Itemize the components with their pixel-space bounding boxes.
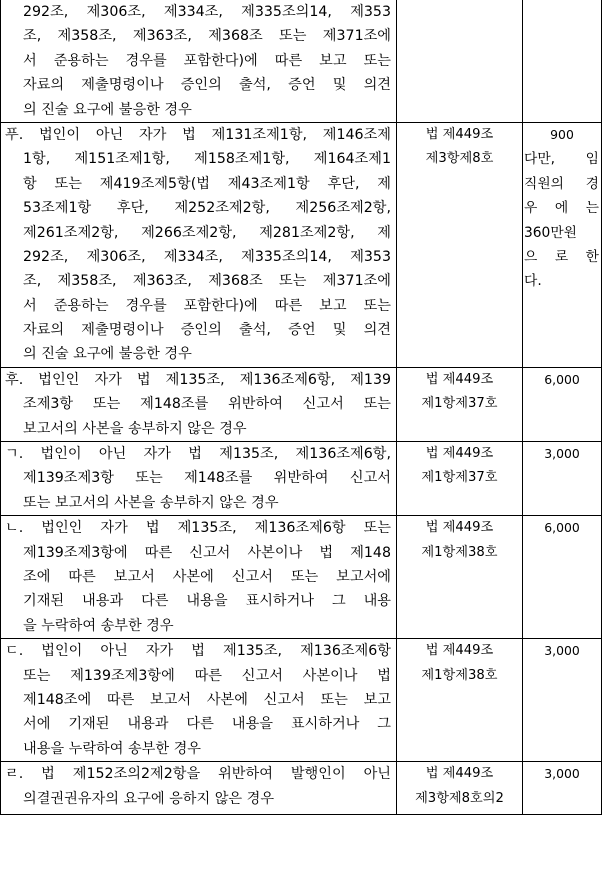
description-line: 을 누락하여 송부한 경우 xyxy=(23,617,174,634)
fine-amount: 900 xyxy=(550,126,574,142)
table-row xyxy=(1,367,602,441)
legal-basis-cell xyxy=(397,516,523,639)
fine-amount-note-line: 우 에 는 xyxy=(524,200,599,217)
description-line: 제261조제2항, 제266조제2항, 제281조제2항, 제 xyxy=(23,224,391,241)
description-line: 제139조제3항 또는 제148조를 위반하여 신고서 xyxy=(23,470,391,487)
description-line: 의 진술 요구에 불응한 경우 xyxy=(23,101,192,118)
violation-description-cell xyxy=(1,762,397,815)
legal-basis-line: 법 제449조 xyxy=(425,371,494,387)
legal-basis-line: 법 제449조 xyxy=(425,126,494,142)
fine-amount-note-line: 으 로 한 xyxy=(524,248,599,265)
description-line: 53조제1항 후단, 제252조제2항, 제256조제2항, xyxy=(23,200,391,217)
description-line: 1항, 제151조제1항, 제158조제1항, 제164조제1 xyxy=(23,151,391,168)
legal-basis-line: 법 제449조 xyxy=(425,520,494,536)
legal-basis-line: 제1항제37호 xyxy=(421,470,498,486)
legal-basis-line: 법 제449조 xyxy=(425,766,494,782)
description-line: 항 또는 제419조제5항(법 제43조제1항 후단, 제 xyxy=(23,175,391,192)
description-line: 제148조에 따른 보고서 사본에 신고서 또는 보고 xyxy=(23,691,391,708)
description-line: 서 준용하는 경우를 포함한다)에 따른 보고 또는 xyxy=(23,297,391,314)
description-line: 후. 법인인 자가 법 제135조, 제136조제6항, 제139 xyxy=(5,371,391,388)
legal-basis-cell xyxy=(397,367,523,441)
legal-basis-line: 제3항제8호 xyxy=(425,151,494,167)
description-line: 조제3항 또는 제148조를 위반하여 신고서 또는 xyxy=(23,396,391,413)
table-row xyxy=(1,0,602,122)
table-row xyxy=(1,639,602,762)
legal-basis-line: 제1항제38호 xyxy=(421,667,498,683)
description-line: 자료의 제출명령이나 증인의 출석, 증언 및 의견 xyxy=(23,77,391,94)
description-line: ㄱ. 법인이 아닌 자가 법 제135조, 제136조제6항, xyxy=(5,446,391,463)
description-line: ㄹ. 법 제152조의2제2항을 위반하여 발행인이 아닌 xyxy=(5,766,391,783)
description-line: 서 준용하는 경우를 포함한다)에 따른 보고 또는 xyxy=(23,52,391,69)
fine-amount-note-line: 360만원 xyxy=(524,224,577,241)
description-line: 자료의 제출명령이나 증인의 출석, 증언 및 의견 xyxy=(23,322,391,339)
description-line: 292조, 제306조, 제334조, 제335조의14, 제353 xyxy=(23,4,391,20)
table-row xyxy=(1,122,602,367)
fine-amount-cell xyxy=(523,122,602,367)
fine-amount-cell xyxy=(523,639,602,762)
table-row xyxy=(1,762,602,815)
fine-amount-cell xyxy=(523,0,602,122)
description-line: 의결권권유자의 요구에 응하지 않은 경우 xyxy=(23,790,275,807)
description-line: 또는 제139조제3항에 따른 신고서 사본이나 법 xyxy=(23,667,391,684)
description-line: 조, 제358조, 제363조, 제368조 또는 제371조에 xyxy=(23,273,391,290)
fine-amount: 3,000 xyxy=(544,766,580,782)
violation-description-cell xyxy=(1,122,397,367)
fine-amount-cell xyxy=(523,367,602,441)
fine-amount-cell xyxy=(523,762,602,815)
violation-description-cell xyxy=(1,0,397,122)
description-line: 푸. 법인이 아닌 자가 법 제131조제1항, 제146조제 xyxy=(5,126,391,143)
legal-basis-cell xyxy=(397,442,523,516)
description-line: 292조, 제306조, 제334조, 제335조의14, 제353 xyxy=(23,248,391,265)
description-line: 서에 기재된 내용과 다른 내용을 표시하거나 그 xyxy=(23,716,391,733)
description-line: 기재된 내용과 다른 내용을 표시하거나 그 내용 xyxy=(23,593,391,610)
description-line: ㄷ. 법인이 아닌 자가 법 제135조, 제136조제6항 xyxy=(5,643,391,660)
violation-description-cell xyxy=(1,367,397,441)
fine-amount-cell xyxy=(523,516,602,639)
description-line: 조에 따른 보고서 사본에 신고서 또는 보고서에 xyxy=(23,568,391,585)
legal-basis-cell xyxy=(397,639,523,762)
penalty-table-body xyxy=(1,0,602,814)
legal-basis-line: 제1항제38호 xyxy=(421,544,498,560)
fine-amount-note-line: 직원의 경 xyxy=(524,175,599,192)
legal-basis-line: 법 제449조 xyxy=(425,446,494,462)
legal-basis-line: 제1항제37호 xyxy=(421,396,498,412)
legal-basis-line: 제3항제8호의2 xyxy=(415,790,504,806)
fine-amount: 6,000 xyxy=(544,371,580,387)
fine-amount: 3,000 xyxy=(544,643,580,659)
legal-basis-cell xyxy=(397,0,523,122)
legal-basis-cell xyxy=(397,122,523,367)
description-line: 제139조제3항에 따른 신고서 사본이나 법 제148 xyxy=(23,544,391,561)
description-line: 조, 제358조, 제363조, 제368조 또는 제371조에 xyxy=(23,28,391,45)
description-line: ㄴ. 법인인 자가 법 제135조, 제136조제6항 또는 xyxy=(5,520,391,537)
table-row xyxy=(1,516,602,639)
legal-basis-cell xyxy=(397,762,523,815)
violation-description-cell xyxy=(1,516,397,639)
legal-basis-line: 법 제449조 xyxy=(425,643,494,659)
fine-amount-cell xyxy=(523,442,602,516)
fine-amount: 3,000 xyxy=(544,446,580,462)
table-row xyxy=(1,442,602,516)
fine-amount: 6,000 xyxy=(544,520,580,536)
description-line: 의 진술 요구에 불응한 경우 xyxy=(23,346,192,363)
fine-amount-note-line: 다. xyxy=(524,273,542,290)
violation-description-cell xyxy=(1,442,397,516)
description-line: 또는 보고서의 사본을 송부하지 않은 경우 xyxy=(23,494,279,511)
violation-description-cell xyxy=(1,639,397,762)
fine-amount-note-line: 다만, 임 xyxy=(524,151,599,168)
description-line: 보고서의 사본을 송부하지 않은 경우 xyxy=(23,420,247,437)
description-line: 내용을 누락하여 송부한 경우 xyxy=(23,740,201,757)
